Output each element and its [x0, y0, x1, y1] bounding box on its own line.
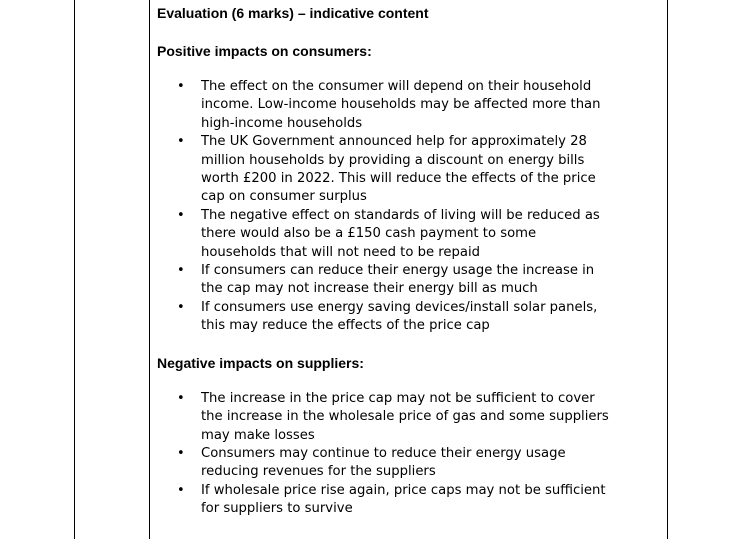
bullet-icon: • — [177, 207, 185, 223]
list-item-text: The effect on the consumer will depend on their household income. Low-income households may be affected more than high-income households — [201, 79, 601, 131]
positive-impacts-heading: Positive impacts on consumers: — [157, 43, 372, 59]
bullet-icon: • — [177, 390, 185, 406]
list-item — [157, 78, 611, 133]
list-item — [157, 482, 611, 519]
list-item-text: If consumers can reduce their energy usage the increase in the cap may not increase their energy bill as much — [201, 263, 595, 297]
list-item — [157, 299, 611, 336]
bullet-icon: • — [177, 263, 185, 279]
list-item-text: If consumers use energy saving devices/install solar panels, this may reduce the effects of the price cap — [201, 299, 598, 334]
list-item — [157, 262, 611, 299]
negative-impacts-heading: Negative impacts on suppliers: — [157, 354, 364, 371]
negative-impacts-list — [157, 390, 662, 519]
list-item — [157, 133, 611, 207]
mark-scheme-cell — [157, 4, 662, 519]
evaluation-heading: Evaluation (6 marks) – indicative content — [157, 5, 429, 21]
list-item-text: The increase in the price cap may not be sufficient to cover the increase in the wholesale price of gas and some suppliers may make losses — [201, 390, 609, 443]
list-item — [157, 207, 611, 262]
bullet-icon: • — [177, 482, 185, 498]
list-item-text: Consumers may continue to reduce their energy usage reducing revenues for the suppliers — [201, 445, 566, 480]
list-item-text: If wholesale price rise again, price caps may not be sufficient for suppliers to survive — [201, 482, 606, 517]
bullet-icon: • — [177, 299, 185, 315]
bullet-icon: • — [177, 134, 185, 150]
list-item-text: The negative effect on standards of living will be reduced as there would also be a £150 cash payment to some households that will not need to be repaid — [201, 207, 600, 260]
positive-impacts-list — [157, 78, 662, 336]
list-item — [157, 445, 611, 482]
list-item-text: The UK Government announced help for approximately 28 million households by providing a discount on energy bills worth £200 in 2022. This will reduce the effects of the price cap on consumer surplus — [201, 134, 596, 205]
column-divider — [149, 0, 150, 539]
list-item — [157, 390, 611, 445]
bullet-icon: • — [177, 445, 185, 461]
bullet-icon: • — [177, 79, 185, 94]
